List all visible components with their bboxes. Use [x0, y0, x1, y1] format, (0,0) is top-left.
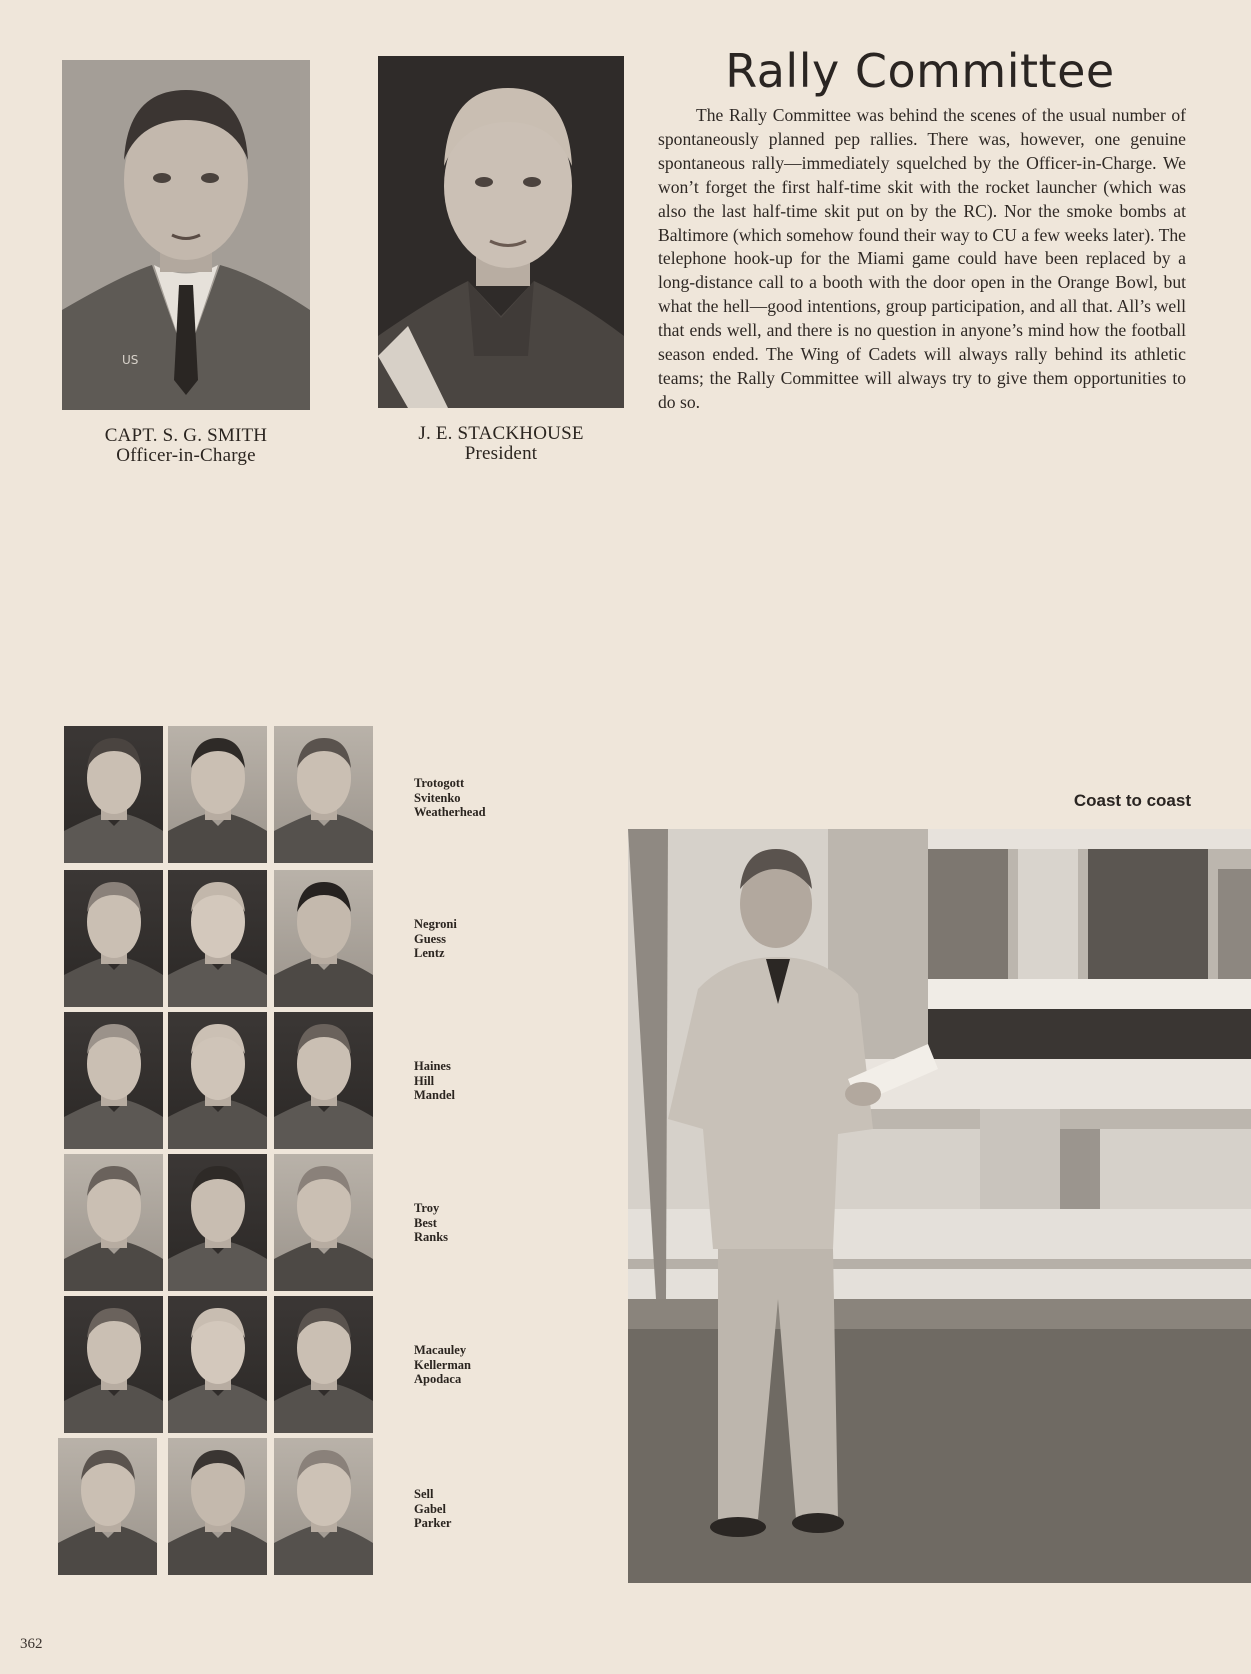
president-role: President: [464, 443, 538, 464]
president-caption: [378, 424, 624, 464]
member-photo: [64, 870, 163, 1007]
officer-in-charge-caption: [62, 426, 310, 466]
member-photo: [274, 1296, 373, 1433]
member-name: Guess: [414, 931, 446, 946]
member-photo: [64, 1154, 163, 1291]
member-photo: [168, 1012, 267, 1149]
member-photo: [168, 870, 267, 1007]
member-names-row-5: [414, 1343, 471, 1387]
member-name: Weatherhead: [414, 805, 486, 819]
member-name: Troy: [414, 1201, 440, 1215]
member-name: Parker: [414, 1516, 452, 1530]
member-name: Svitenko: [414, 790, 461, 805]
member-photo: [168, 1438, 267, 1575]
member-photo: [58, 1438, 157, 1575]
member-name: Haines: [414, 1059, 451, 1073]
member-name: Kellerman: [414, 1357, 471, 1372]
page-number: 362: [20, 1636, 43, 1652]
member-names-row-4: [414, 1201, 448, 1245]
photo-caption: Coast to coast: [1073, 791, 1191, 810]
member-name: Sell: [414, 1487, 434, 1501]
member-photo: [274, 1438, 373, 1575]
intro-paragraph: The Rally Committee was behind the scenes of the usual number of spontaneously planned pep rallies. There was, however, one genuine spontaneous rally—immediately squelched by the Officer-in-Charge. We won’t forget the first half-time skit with the rocket launcher (which was also the last half-time skit put on by the RC). Nor the smoke bombs at Baltimore (which somehow found their way to CU a few weeks later). The telephone hook-up for the Miami game could have been replaced by a long-distance call to a booth with the door open in the Orange Bowl, but what the hell—good intentions, group participation, and all that. All’s well that ends well, and there is no question in anyone’s mind how the football season ended. The Wing of Cadets will always rally behind its athletic teams; the Rally Committee will always try to give them opportunities to do so.: [658, 105, 1186, 412]
member-names-row-2: [414, 917, 457, 961]
svg-text:US: US: [122, 353, 139, 367]
member-photo: [168, 1154, 267, 1291]
member-photo: [64, 726, 163, 863]
member-names-row-1: [414, 776, 486, 820]
member-photo: [274, 1154, 373, 1291]
member-name: Mandel: [414, 1088, 455, 1102]
member-name: Ranks: [414, 1230, 449, 1244]
officer-name: CAPT. S. G. SMITH: [104, 425, 268, 446]
president-photo: [378, 56, 624, 408]
member-names-row-3: [414, 1059, 455, 1103]
page-title: Rally Committee: [725, 44, 1115, 98]
coast-to-coast-photo: [628, 829, 1251, 1583]
member-name: Gabel: [414, 1501, 446, 1516]
member-name: Best: [414, 1215, 437, 1230]
member-photo: [64, 1296, 163, 1433]
member-name: Lentz: [414, 946, 445, 960]
member-photo: [274, 726, 373, 863]
member-photo: [274, 870, 373, 1007]
member-photo: [64, 1012, 163, 1149]
officer-role: Officer-in-Charge: [116, 445, 256, 466]
member-photo: [168, 1296, 267, 1433]
member-name: Negroni: [414, 917, 457, 931]
member-name: Hill: [414, 1073, 435, 1088]
member-name: Apodaca: [414, 1372, 462, 1386]
officer-in-charge-photo: [62, 60, 310, 410]
member-name: Macauley: [414, 1343, 467, 1357]
member-names-row-6: [414, 1487, 451, 1531]
president-name: J. E. STACKHOUSE: [418, 423, 584, 444]
member-photo: [168, 726, 267, 863]
member-photo: [274, 1012, 373, 1149]
member-name: Trotogott: [414, 776, 465, 790]
